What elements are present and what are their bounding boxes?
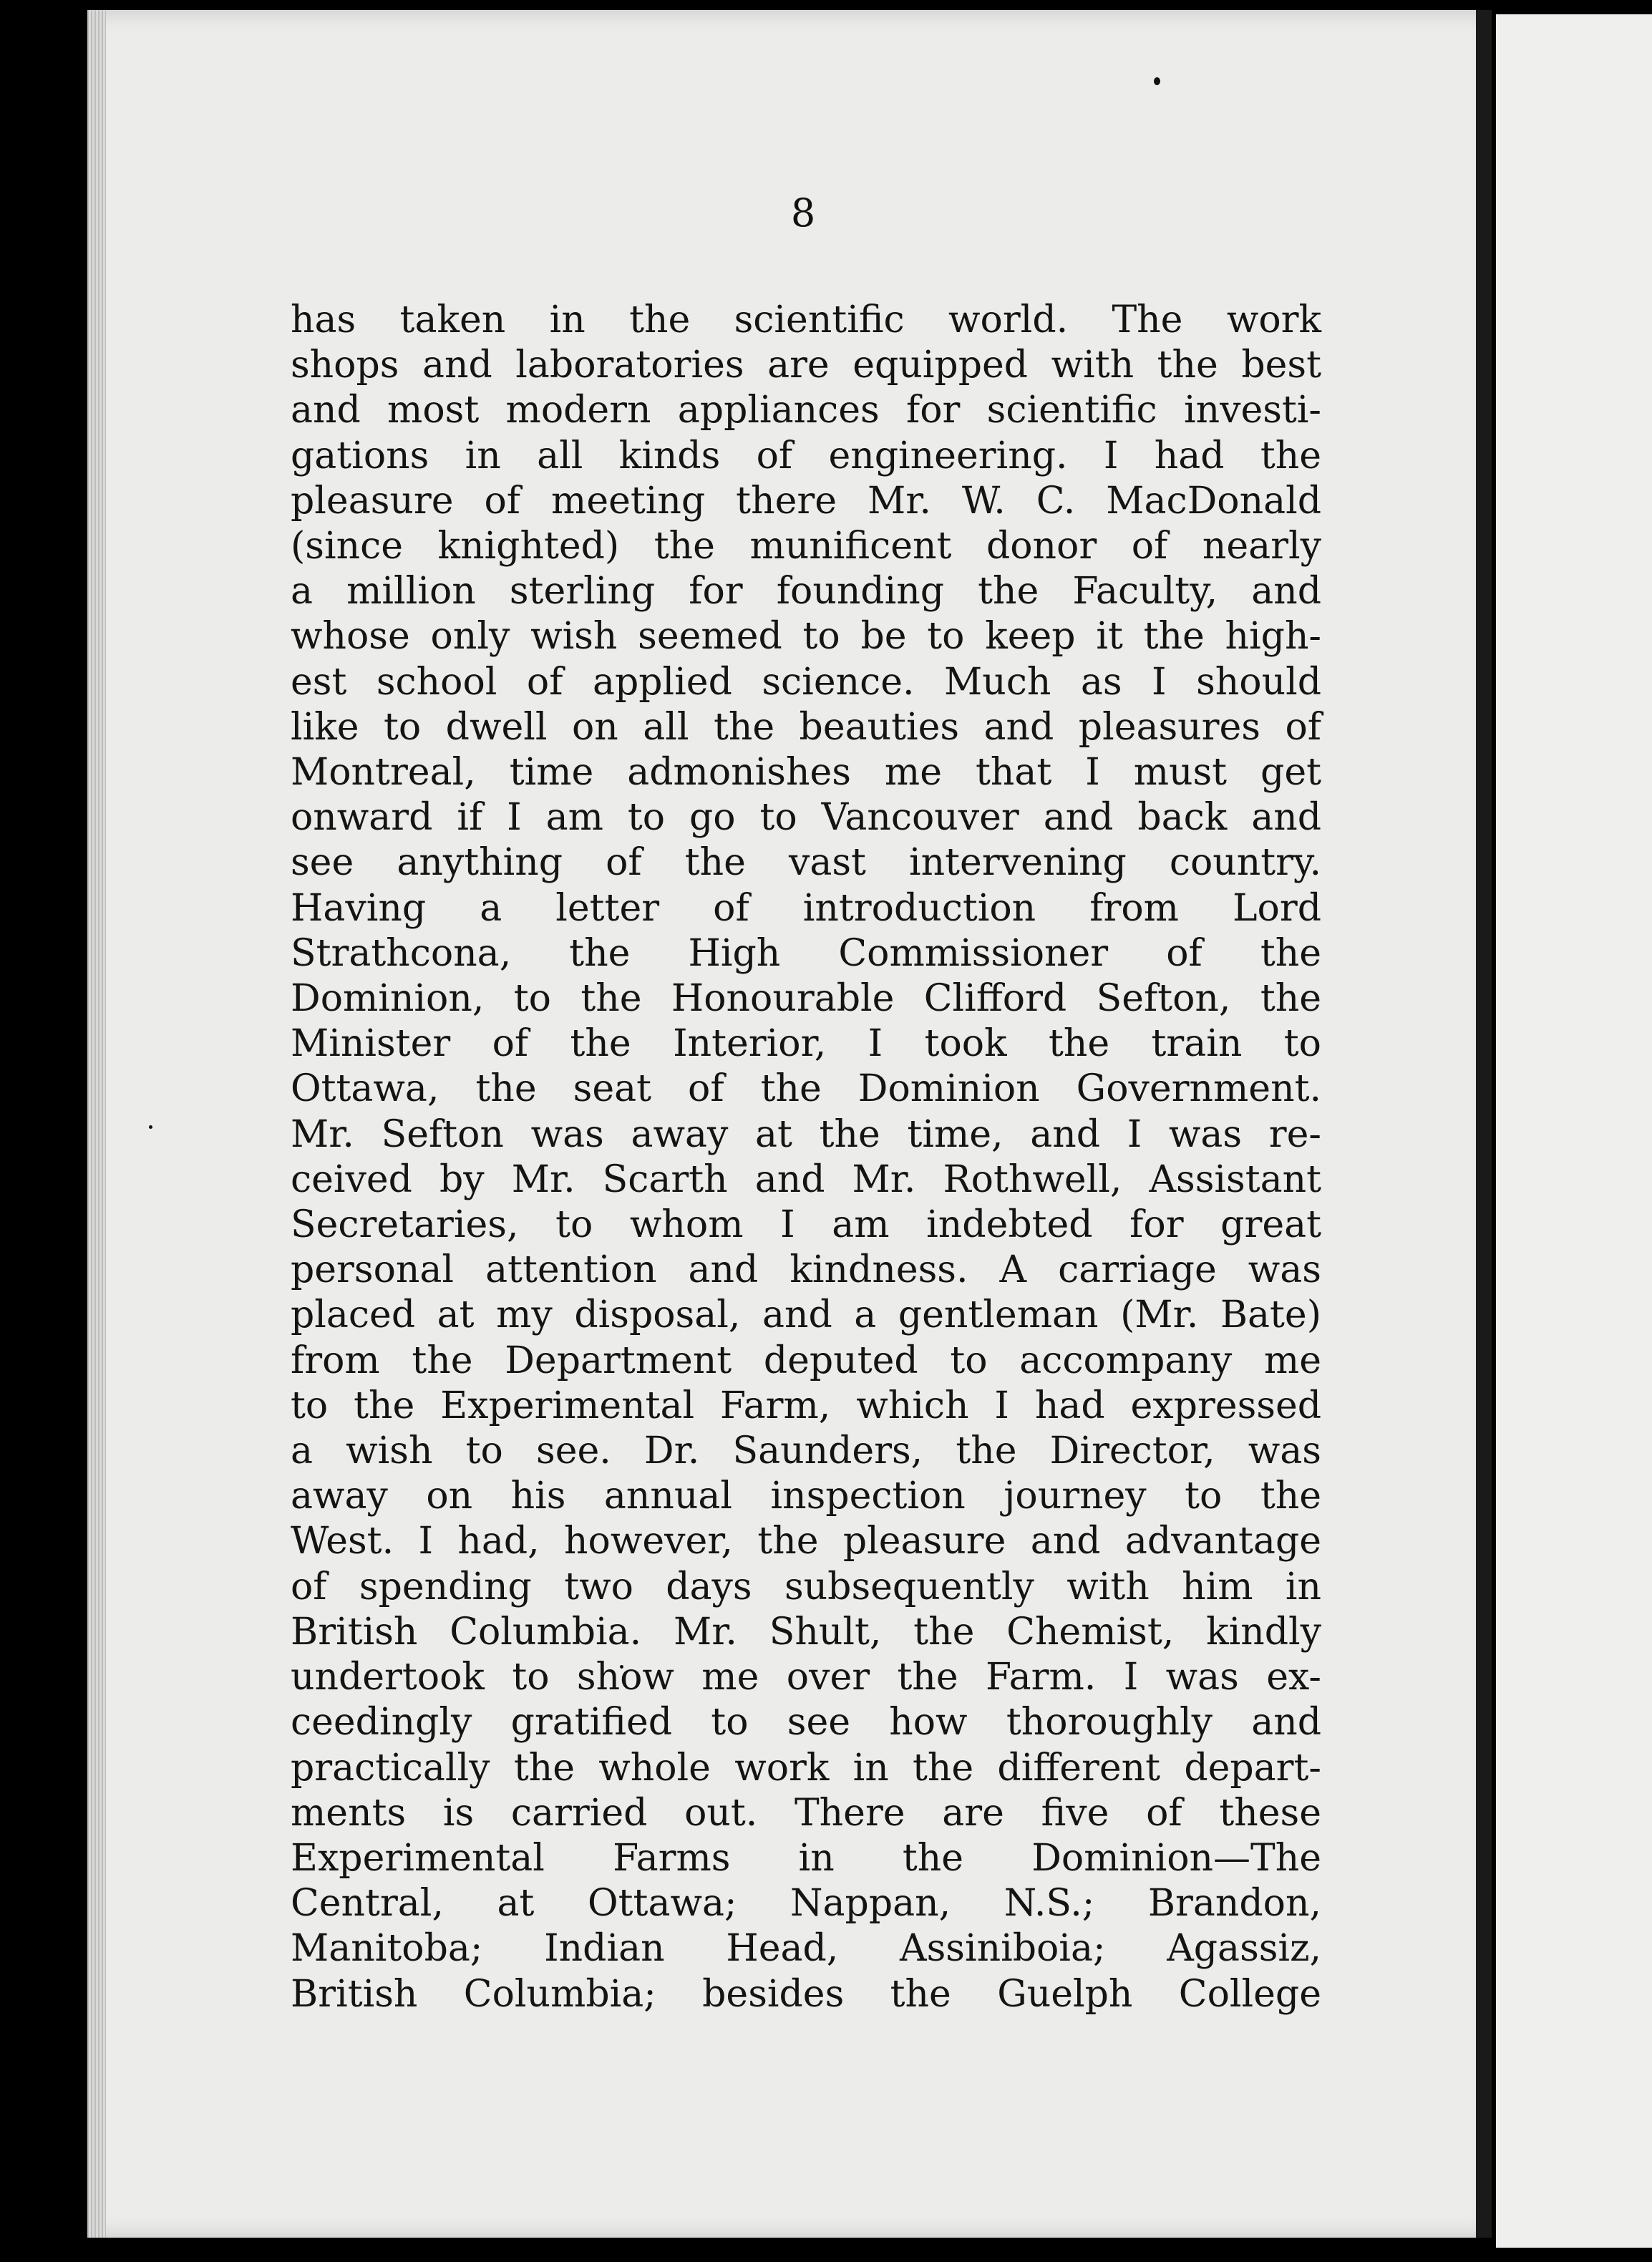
text-line: a wish to see. Dr. Saunders, the Director, was bbox=[291, 1429, 1321, 1473]
text-line: personal attention and kindness. A carriage was bbox=[291, 1248, 1321, 1292]
text-line: Manitoba; Indian Head, Assiniboia; Agassiz, bbox=[291, 1927, 1321, 1971]
text-line: Central, at Ottawa; Nappan, N.S.; Brandon, bbox=[291, 1882, 1321, 1926]
text-line: from the Department deputed to accompany me bbox=[291, 1339, 1321, 1382]
body-text bbox=[291, 298, 1321, 2017]
text-line: West. I had, however, the pleasure and advantage bbox=[291, 1520, 1321, 1563]
text-line: Ottawa, the seat of the Dominion Government. bbox=[291, 1067, 1321, 1111]
text-line: see anything of the vast intervening country. bbox=[291, 841, 1321, 885]
text-line: ceedingly gratified to see how thoroughly and bbox=[291, 1701, 1321, 1744]
text-line: Mr. Sefton was away at the time, and I was re- bbox=[291, 1112, 1321, 1156]
text-line: Minister of the Interior, I took the train to bbox=[291, 1022, 1321, 1066]
text-line: away on his annual inspection journey to the bbox=[291, 1475, 1321, 1518]
text-line: Secretaries, to whom I am indebted for great bbox=[291, 1203, 1321, 1247]
text-line: a million sterling for founding the Faculty, and bbox=[291, 570, 1321, 613]
adjacent-page-edge bbox=[1496, 14, 1652, 2248]
text-line: Dominion, to the Honourable Clifford Sefton, the bbox=[291, 977, 1321, 1021]
text-line: pleasure of meeting there Mr. W. C. MacDonald bbox=[291, 479, 1321, 523]
text-line: practically the whole work in the different depart- bbox=[291, 1746, 1321, 1790]
text-line: British Columbia. Mr. Shult, the Chemist, kindly bbox=[291, 1610, 1321, 1654]
text-line: undertook to show me over the Farm. I was ex- bbox=[291, 1656, 1321, 1699]
text-line: ments is carried out. There are five of these bbox=[291, 1791, 1321, 1835]
text-line: to the Experimental Farm, which I had expressed bbox=[291, 1384, 1321, 1427]
text-line: of spending two days subsequently with him in bbox=[291, 1565, 1321, 1608]
text-line: Montreal, time admonishes me that I must get bbox=[291, 751, 1321, 795]
text-line: gations in all kinds of engineering. I had the bbox=[291, 434, 1321, 477]
text-line: whose only wish seemed to be to keep it the high- bbox=[291, 615, 1321, 659]
text-line: ceived by Mr. Scarth and Mr. Rothwell, Assistant bbox=[291, 1157, 1321, 1201]
text-line: (since knighted) the munificent donor of nearly bbox=[291, 525, 1321, 568]
text-line: shops and laboratories are equipped with the best bbox=[291, 344, 1321, 387]
text-line: and most modern appliances for scientific investi- bbox=[291, 389, 1321, 432]
ink-speck bbox=[149, 1125, 152, 1129]
text-line: like to dwell on all the beauties and pleasures of bbox=[291, 705, 1321, 749]
text-line: placed at my disposal, and a gentleman (Mr. Bate) bbox=[291, 1293, 1321, 1337]
text-line: est school of applied science. Much as I should bbox=[291, 660, 1321, 704]
page-number: 8 bbox=[790, 190, 816, 236]
text-line: British Columbia; besides the Guelph College bbox=[291, 1972, 1321, 2016]
text-line: Having a letter of introduction from Lord bbox=[291, 886, 1321, 930]
text-line: Strathcona, the High Commissioner of the bbox=[291, 931, 1321, 975]
text-line: onward if I am to go to Vancouver and back and bbox=[291, 796, 1321, 840]
page-gutter bbox=[1476, 10, 1492, 2238]
page-binding-edge bbox=[87, 10, 106, 2238]
ink-speck bbox=[1154, 77, 1160, 85]
text-line: has taken in the scientific world. The work bbox=[291, 298, 1321, 341]
text-line: Experimental Farms in the Dominion—The bbox=[291, 1836, 1321, 1880]
